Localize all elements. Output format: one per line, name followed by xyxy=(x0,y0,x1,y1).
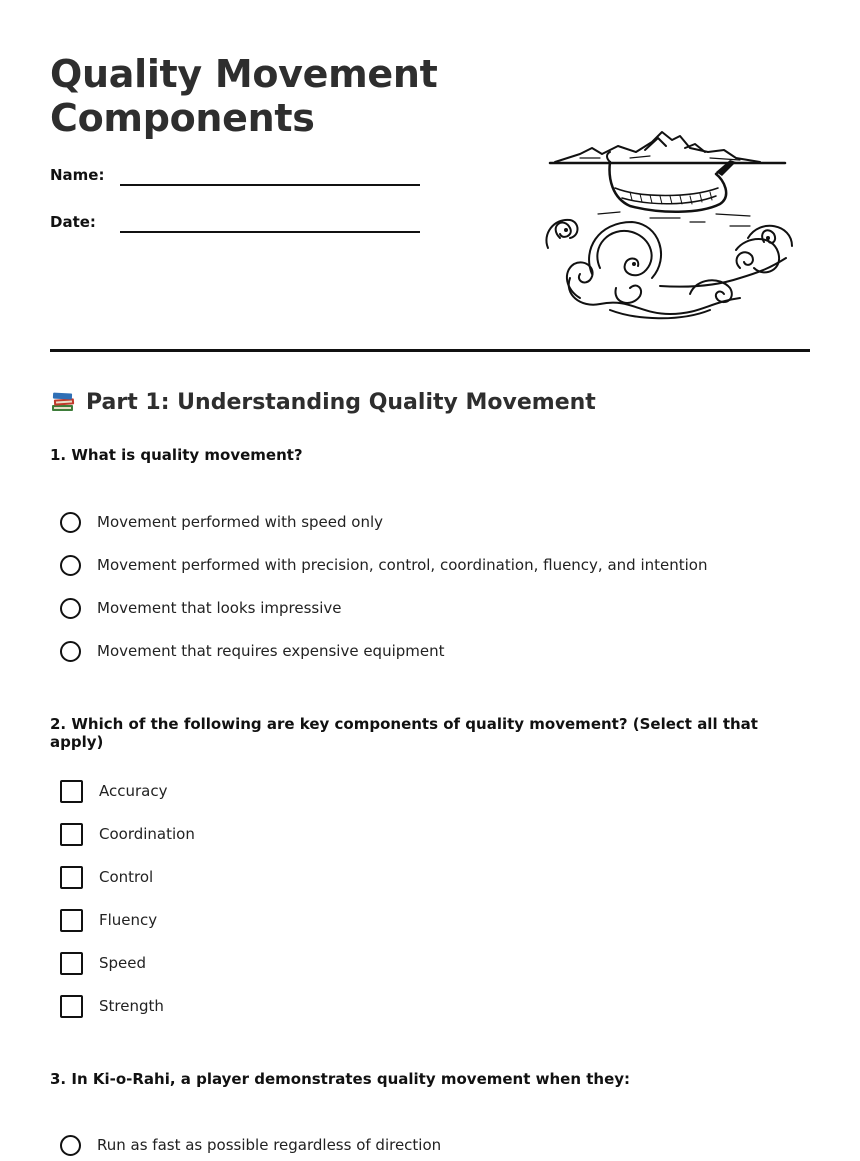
date-label: Date: xyxy=(50,213,96,231)
q2-option-coordination[interactable] xyxy=(60,821,195,847)
header-divider xyxy=(50,349,810,352)
q2-option-accuracy[interactable] xyxy=(60,778,167,804)
question-1: 1. What is quality movement? xyxy=(50,446,303,464)
radio-button[interactable] xyxy=(60,641,81,662)
worksheet-title xyxy=(50,52,437,140)
checkbox[interactable] xyxy=(60,952,83,975)
option-label: Accuracy xyxy=(99,782,168,800)
section-heading-text: Part 1: Understanding Quality Movement xyxy=(86,389,596,415)
option-label: Fluency xyxy=(99,911,158,929)
title-line-1: Quality Movement xyxy=(50,52,438,96)
checkbox[interactable] xyxy=(60,866,83,889)
radio-button[interactable] xyxy=(60,512,81,533)
q2-option-control[interactable] xyxy=(60,864,153,890)
option-label: Run as fast as possible regardless of direction xyxy=(97,1136,442,1154)
option-label: Movement that looks impressive xyxy=(97,599,342,617)
q3-option-1[interactable] xyxy=(60,1132,441,1158)
q1-option-3[interactable] xyxy=(60,595,342,621)
option-label: Strength xyxy=(99,997,164,1015)
q2-option-fluency[interactable] xyxy=(60,907,157,933)
checkbox[interactable] xyxy=(60,780,83,803)
q1-option-4[interactable] xyxy=(60,638,445,664)
q1-option-2[interactable] xyxy=(60,552,707,578)
option-label: Coordination xyxy=(99,825,195,843)
option-label: Movement performed with precision, control, coordination, fluency, and intention xyxy=(97,556,708,574)
q2-option-strength[interactable] xyxy=(60,993,164,1019)
checkbox[interactable] xyxy=(60,995,83,1018)
radio-button[interactable] xyxy=(60,1135,81,1156)
name-field[interactable] xyxy=(50,166,430,196)
q2-option-speed[interactable] xyxy=(60,950,146,976)
waka-illustration xyxy=(540,118,810,328)
radio-button[interactable] xyxy=(60,555,81,576)
option-label: Speed xyxy=(99,954,147,972)
question-2: 2. Which of the following are key components of quality movement? (Select all that apply) xyxy=(50,715,758,751)
name-line[interactable] xyxy=(120,184,420,186)
section-heading xyxy=(50,389,596,415)
option-label: Movement performed with speed only xyxy=(97,513,384,531)
date-field[interactable] xyxy=(50,213,430,243)
date-line[interactable] xyxy=(120,231,420,233)
books-icon xyxy=(50,389,76,415)
option-label: Movement that requires expensive equipment xyxy=(97,642,445,660)
name-label: Name: xyxy=(50,166,105,184)
radio-button[interactable] xyxy=(60,598,81,619)
checkbox[interactable] xyxy=(60,909,83,932)
title-line-2: Components xyxy=(50,96,315,140)
q1-option-1[interactable] xyxy=(60,509,383,535)
question-3: 3. In Ki-o-Rahi, a player demonstrates quality movement when they: xyxy=(50,1070,631,1088)
checkbox[interactable] xyxy=(60,823,83,846)
option-label: Control xyxy=(99,868,154,886)
